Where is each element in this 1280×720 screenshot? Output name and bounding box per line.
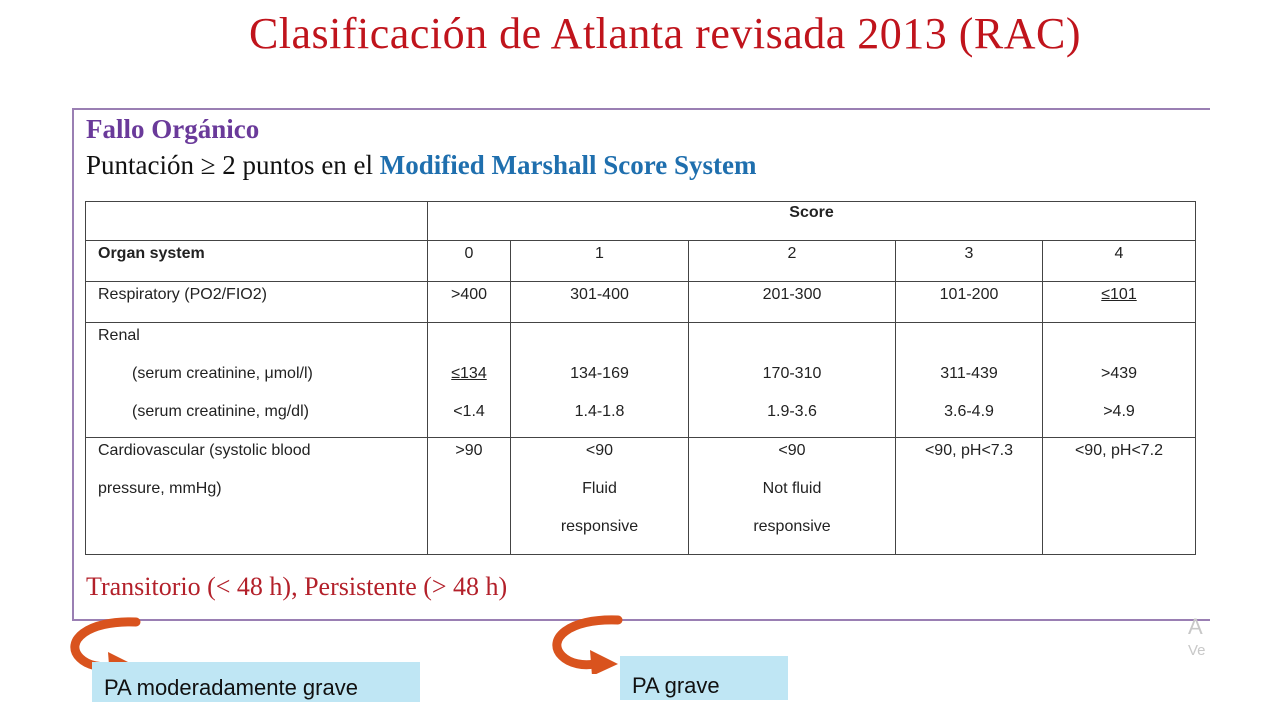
renal-col (1043, 323, 1196, 438)
cardio-value: >90 (455, 442, 483, 459)
renal-value: ≤134 (451, 365, 487, 382)
cardio-col (689, 438, 896, 555)
score-col-0: 0 (428, 241, 511, 282)
cardio-note: Not fluid (762, 480, 822, 497)
cardio-col (511, 438, 689, 555)
renal-sub2-label: (serum creatinine, mg/dl) (132, 403, 309, 420)
renal-value: >439 (1100, 365, 1138, 382)
renal-sub1-label: (serum creatinine, μmol/l) (132, 365, 313, 382)
cardio-note: responsive (753, 518, 831, 535)
cardio-note: Fluid (582, 480, 617, 497)
organ-system-header: Organ system (86, 241, 428, 282)
renal-col (896, 323, 1043, 438)
respiratory-value: >400 (428, 282, 511, 323)
renal-value: 3.6-4.9 (944, 403, 994, 420)
cardio-value: <90 (778, 442, 806, 459)
criteria-highlight: Modified Marshall Score System (379, 150, 757, 180)
renal-col (511, 323, 689, 438)
marshall-score-table (85, 201, 1196, 555)
renal-label: Renal (98, 327, 140, 344)
pa-severe-box: PA grave (620, 656, 788, 700)
pa-moderate-box: PA moderadamente grave (92, 662, 420, 702)
respiratory-value: 101-200 (896, 282, 1043, 323)
activation-watermark-line1: A (1188, 614, 1203, 639)
slide-title: Clasificación de Atlanta revisada 2013 (RAC) (248, 9, 1082, 58)
section-heading: Fallo Orgánico (86, 114, 260, 144)
renal-value: >4.9 (1103, 403, 1135, 420)
duration-note: Transitorio (< 48 h), Persistente (> 48 h) (86, 572, 508, 601)
curved-arrow-icon (548, 612, 628, 674)
respiratory-value: ≤101 (1043, 282, 1196, 323)
score-col-1: 1 (511, 241, 689, 282)
cardio-label-line2: pressure, mmHg) (98, 480, 222, 497)
score-header: Score (428, 202, 1196, 241)
renal-col (689, 323, 896, 438)
cardio-value: <90, pH<7.2 (1074, 442, 1164, 459)
renal-label-cell (86, 323, 428, 438)
cardio-col (428, 438, 511, 555)
score-col-4: 4 (1043, 241, 1196, 282)
activation-watermark-line2: Ve (1188, 642, 1206, 659)
criteria-line (86, 150, 757, 181)
cardio-label-cell (86, 438, 428, 555)
cardio-value: <90 (585, 442, 614, 459)
cardio-col (1043, 438, 1196, 555)
table-corner-cell (86, 202, 428, 241)
respiratory-value: 201-300 (689, 282, 896, 323)
renal-value: <1.4 (453, 403, 485, 420)
respiratory-value: 301-400 (511, 282, 689, 323)
cardio-value: <90, pH<7.3 (924, 442, 1014, 459)
respiratory-label: Respiratory (PO2/FIO2) (86, 282, 428, 323)
renal-col (428, 323, 511, 438)
score-col-2: 2 (689, 241, 896, 282)
criteria-prefix: Puntación ≥ 2 puntos en el (86, 150, 380, 180)
renal-value: 170-310 (762, 365, 822, 382)
cardio-label-line1: Cardiovascular (systolic blood (98, 442, 311, 459)
score-col-3: 3 (896, 241, 1043, 282)
cardio-note: responsive (560, 518, 639, 535)
renal-value: 311-439 (940, 365, 998, 382)
renal-value: 1.9-3.6 (767, 403, 817, 420)
renal-value: 1.4-1.8 (574, 403, 625, 420)
cardio-col (896, 438, 1043, 555)
renal-value: 134-169 (570, 365, 629, 382)
